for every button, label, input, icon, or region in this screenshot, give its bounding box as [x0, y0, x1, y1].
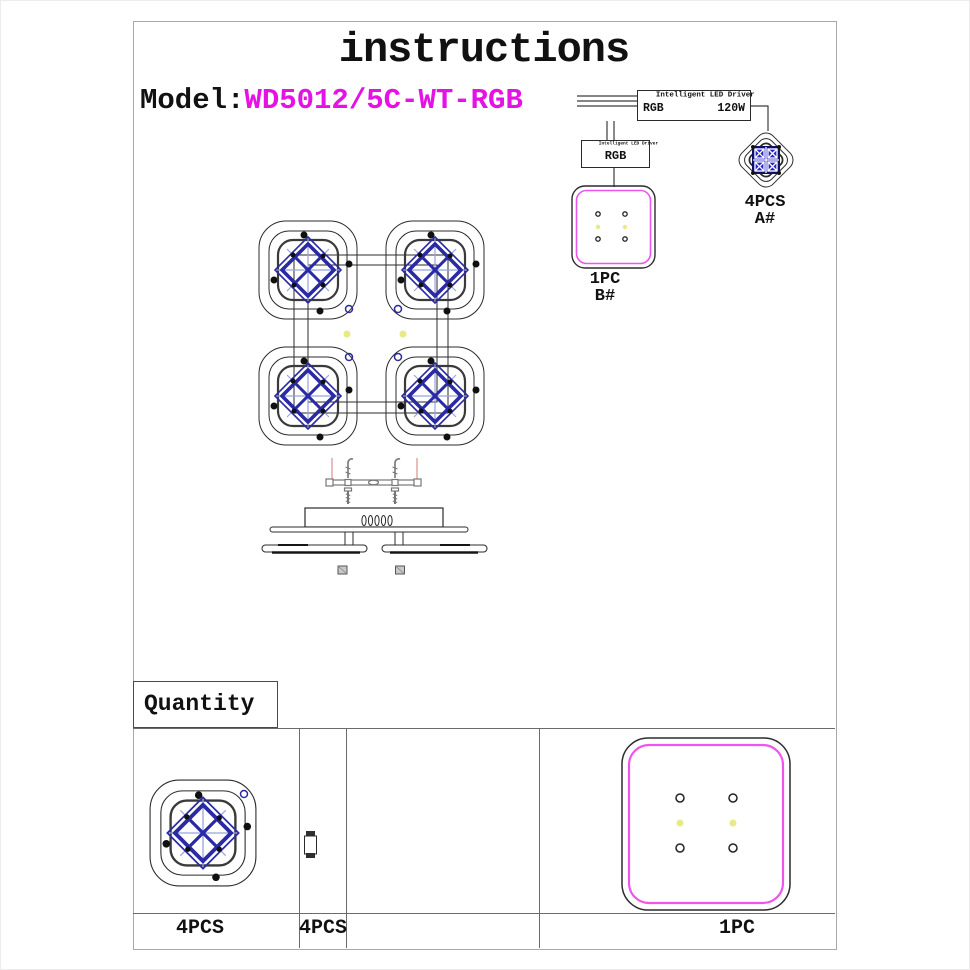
table-label-row-line	[133, 913, 835, 914]
led-driver-box-main	[637, 90, 755, 121]
led-driver-box-sub	[581, 140, 659, 168]
driver-main-title: Intelligent LED Driver	[655, 91, 755, 100]
quantity-header-label: Quantity	[144, 691, 255, 717]
quantity-header-box	[133, 681, 278, 728]
model-label: Model:	[140, 84, 245, 117]
table-divider-3	[539, 728, 540, 948]
table-divider-2	[346, 728, 347, 948]
table-divider-1	[299, 728, 300, 948]
driver-main-rgb: RGB	[643, 102, 664, 115]
panel-b-code-label: B#	[594, 287, 616, 306]
lamp-a-qty-label: 4PCS	[744, 193, 786, 212]
panel-b-qty-label: 1PC	[589, 270, 621, 289]
driver-main-watt: 120W	[717, 102, 745, 115]
model-number: WD5012/5C-WT-RGB	[244, 84, 523, 117]
qty-screw-label: 4PCS	[298, 917, 347, 940]
table-top-line	[133, 728, 835, 729]
driver-sub-rgb: RGB	[604, 149, 627, 163]
model-line	[140, 84, 523, 117]
driver-sub-title: Intelligent LED Driver	[598, 141, 659, 146]
qty-panel-label: 1PC	[718, 917, 755, 940]
qty-lamp-label: 4PCS	[175, 917, 224, 940]
lamp-a-code-label: A#	[754, 210, 776, 229]
page-border	[133, 21, 837, 950]
page-title: instructions	[338, 26, 630, 74]
